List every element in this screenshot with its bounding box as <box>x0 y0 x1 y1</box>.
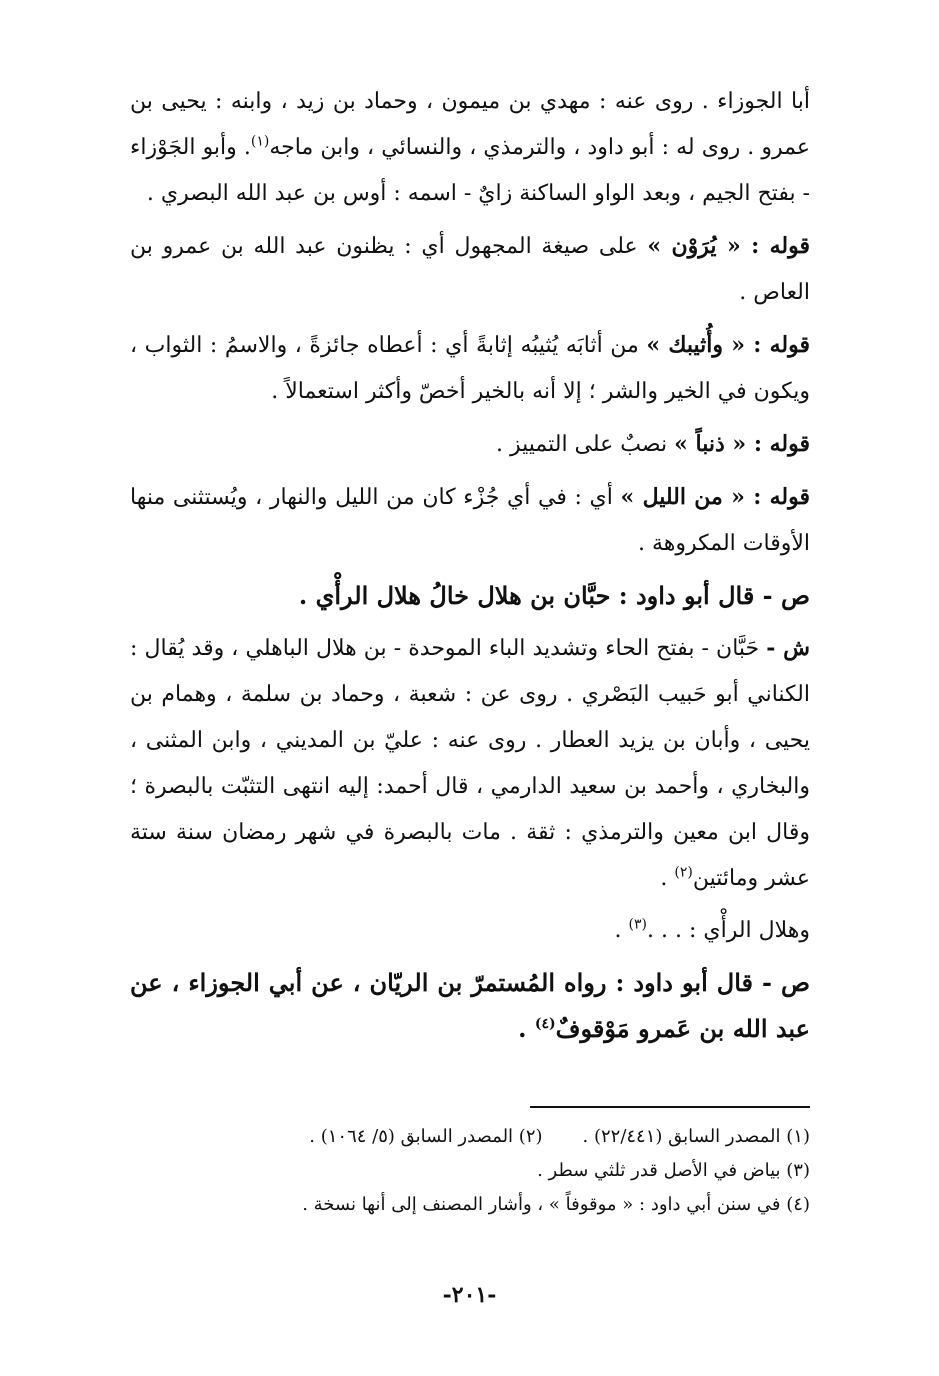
footnote-row <box>130 1120 810 1154</box>
heading-tail: . <box>518 1014 535 1043</box>
paragraph-tail: . <box>660 866 675 891</box>
footnote-2: (٢) المصدر السابق (٥/ ١٠٦٤) . <box>309 1126 543 1147</box>
paragraph-2 <box>130 223 810 316</box>
footnote-ref: (١) <box>250 133 270 150</box>
paragraph-text: حَبَّان - بفتح الحاء وتشديد الباء الموحدة - بن هلال الباهلي ، وقد يُقال : الكناني أبو حَبيب البَصْري . روى عن : شعبة ، وحماد بن سلمة ، وهمام بن يحيى ، وأبان بن يزيد العطار . روى عنه : عليّ بن المديني ، وابن المثنى ، والبخاري ، وأحمد بن سعيد الدارمي ، قال أحمد: إليه انتهى التثبّت بالبصرة ؛ وقال ابن معين والترمذي : ثقة . مات بالبصرة في شهر رمضان سنة ستة عشر ومائتين <box>130 636 810 891</box>
footnote-ref: (٣) <box>628 916 648 933</box>
footnotes <box>130 1120 810 1222</box>
paragraph-lead: قوله : « وأُثيبك » <box>646 332 810 358</box>
paragraph-text: أبا الجوزاء . روى عنه : مهدي بن ميمون ، وحماد بن زيد ، وابنه : يحيى بن عمرو . روى له : أبو داود ، والترمذي ، والنسائي ، وابن ماجه <box>130 89 811 160</box>
paragraph-lead: ش - <box>766 635 810 661</box>
paragraph-6 <box>130 625 810 902</box>
section-heading-1: ص - قال أبو داود : حبَّان بن هلال خالُ هلال الرأْي . <box>298 581 810 610</box>
footnote-3: (٣) بياض في الأصل قدر ثلثي سطر . <box>537 1160 810 1181</box>
footnote-separator <box>530 1106 810 1108</box>
footnote-4: (٤) في سنن أبي داود : « موقوفاً » ، وأشار المصنف إلى أنها نسخة . <box>302 1194 810 1215</box>
paragraph-tail: . وأبو الجَوْزاء - بفتح الجيم ، وبعد الواو الساكنة زايٌ - اسمه : أوس بن عبد الله البصري . <box>130 135 810 206</box>
footnote-ref: (٢) <box>674 864 693 881</box>
paragraph-text: أي : في أي جُزْء كان من الليل والنهار ، ويُستثنى منها الأوقات المكروهة . <box>130 485 810 556</box>
paragraph-5 <box>130 474 810 567</box>
paragraph-1 <box>130 78 810 217</box>
paragraph-4 <box>130 421 810 468</box>
page-number: -٢٠١- <box>442 1282 497 1308</box>
paragraph-7 <box>130 908 810 954</box>
footnote-1: (١) المصدر السابق (٢٢/٤٤١) . <box>582 1126 810 1147</box>
paragraph-text: نصبٌ على التمييز . <box>495 432 675 457</box>
paragraph-text: على صيغة المجهول أي : يظنون عبد الله بن عمرو بن العاص . <box>130 234 810 305</box>
paragraph-lead: قوله : « من الليل » <box>620 484 811 510</box>
paragraph-lead: قوله : « يُرَوْن » <box>647 233 810 259</box>
heading-text: ص - قال أبو داود : رواه المُستمرّ بن الريّان ، عن أبي الجوزاء ، عن عبد الله بن عَمرو مَوْقوفٌ <box>130 968 810 1043</box>
paragraph-tail: . <box>614 918 629 943</box>
section-heading-2 <box>130 960 810 1052</box>
paragraph-3 <box>130 322 810 415</box>
paragraph-text: وهلال الرأْي : . . . <box>647 918 810 943</box>
main-text <box>130 78 810 1058</box>
paragraph-text: من أثابَه يُثيبُه إثابةً أي : أعطاه جائزةً ، والاسمُ : الثواب ، ويكون في الخير والشر ؛ إلا أنه بالخير أخصّ وأكثر استعمالاً . <box>130 333 810 404</box>
paragraph-lead: قوله : « ذنباً » <box>674 431 810 457</box>
footnote-ref: (٤) <box>534 1016 556 1032</box>
